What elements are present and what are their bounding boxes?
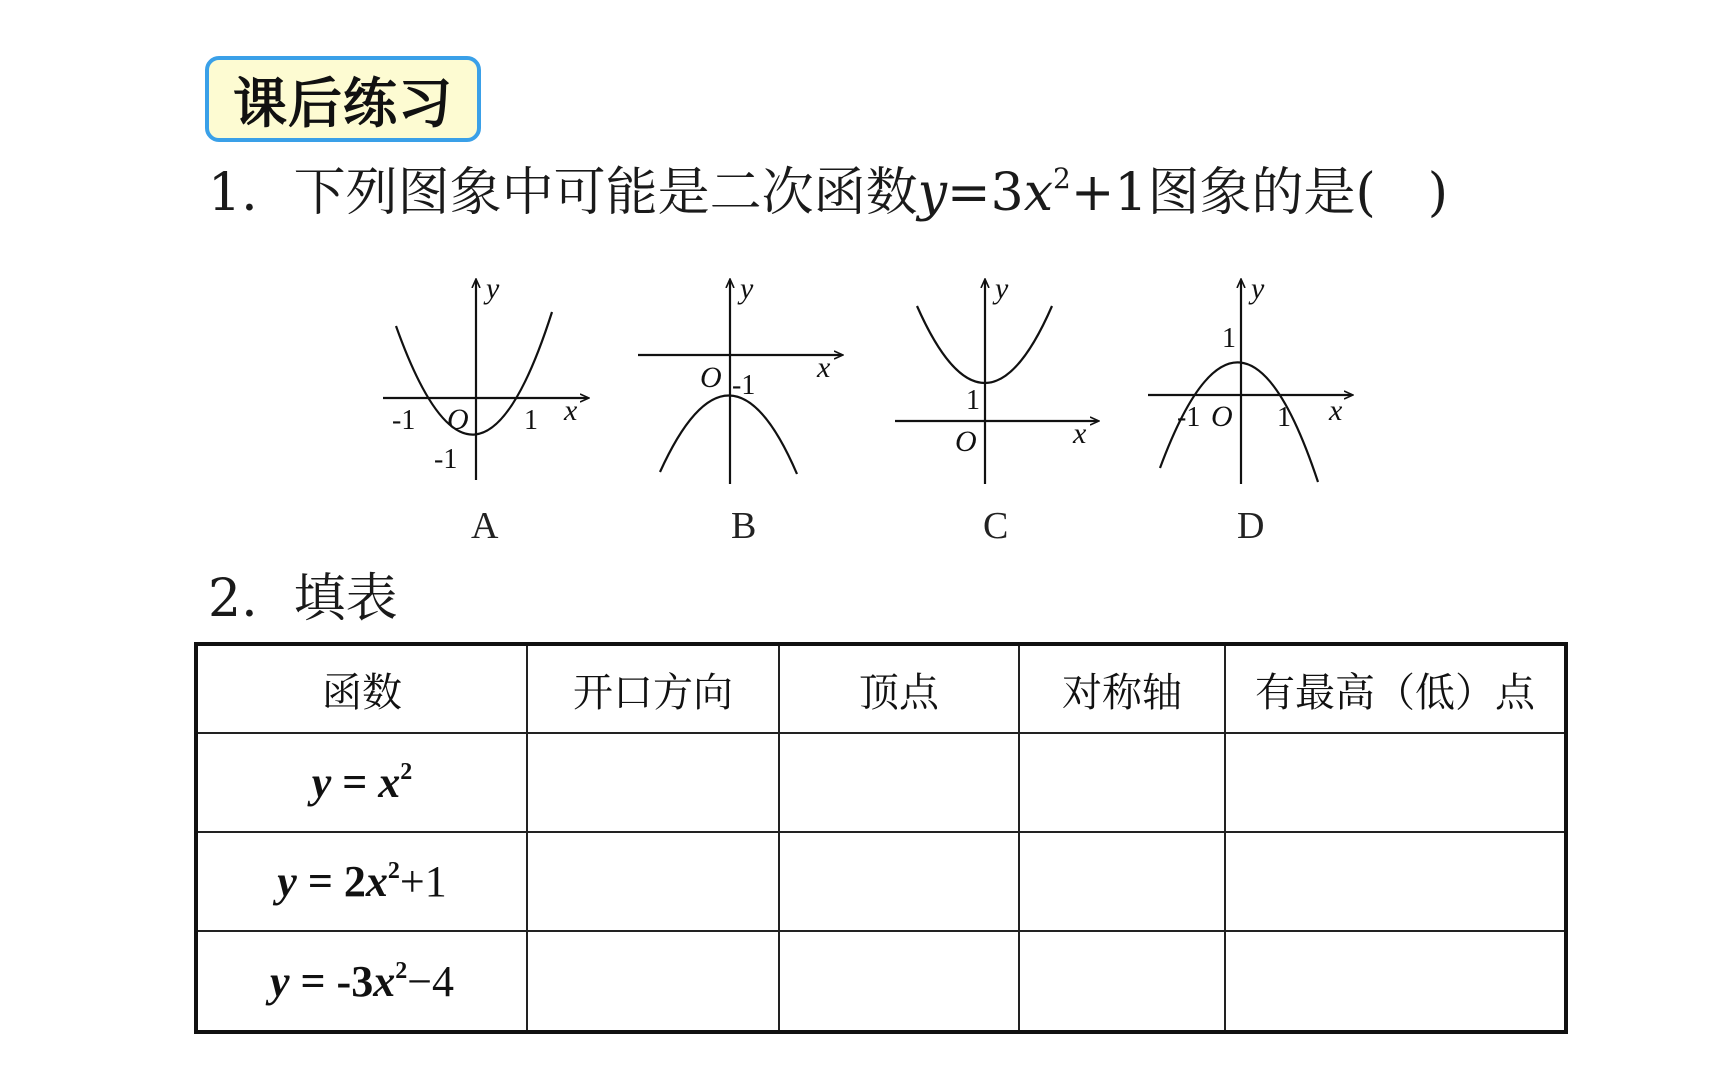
answer-cell-vertex[interactable] xyxy=(779,733,1019,832)
graph-b-origin: O xyxy=(700,361,722,394)
graph-a xyxy=(383,272,588,547)
graph-b-parabola xyxy=(660,395,797,474)
graph-c-origin: O xyxy=(955,425,977,458)
fn-x: x xyxy=(365,857,388,907)
graph-b-tick-neg1: -1 xyxy=(732,370,756,401)
answer-cell-direction[interactable] xyxy=(527,931,779,1032)
fn-y: y xyxy=(269,956,290,1006)
question-1-func-exp: 2 xyxy=(1053,162,1071,195)
fn-exp: 2 xyxy=(395,957,408,984)
table-row xyxy=(196,832,1566,931)
answer-cell-extreme[interactable] xyxy=(1225,931,1566,1032)
graph-d-label: D xyxy=(1237,505,1265,547)
question-2 xyxy=(208,556,398,631)
fn-eq: = -3 xyxy=(289,956,374,1006)
question-1-func-y: y xyxy=(917,163,948,223)
table-header-row xyxy=(196,644,1566,733)
graph-d-tick-y1: 1 xyxy=(1222,323,1236,354)
fn-x: x xyxy=(373,956,396,1006)
question-1-func-x: x xyxy=(1023,163,1054,223)
graph-c-tick-1: 1 xyxy=(966,385,980,416)
answer-cell-extreme[interactable] xyxy=(1225,733,1566,832)
graph-a-tick-1: 1 xyxy=(524,405,538,436)
graph-a-y-label: y xyxy=(486,272,500,305)
question-1-text-before: 下列图象中可能是二次函数 xyxy=(293,163,918,223)
graph-d-tick-neg1: -1 xyxy=(1177,402,1201,433)
function-cell xyxy=(196,931,527,1032)
fn-y: y xyxy=(277,857,297,907)
answer-cell-axis[interactable] xyxy=(1019,832,1225,931)
answer-cell-axis[interactable] xyxy=(1019,931,1225,1032)
answer-cell-direction[interactable] xyxy=(527,733,779,832)
graph-d xyxy=(1148,272,1352,547)
graph-d-tick-1: 1 xyxy=(1277,402,1291,433)
question-1-func-eq: =3 xyxy=(947,163,1024,223)
question-1-func-tail: +1 xyxy=(1070,163,1148,223)
question-2-number: 2. xyxy=(208,569,258,629)
graph-b-x-label: x xyxy=(817,351,831,384)
header-max-min-point: 有最高（低）点 xyxy=(1225,644,1566,733)
graph-a-origin: O xyxy=(447,403,469,436)
header-vertex: 顶点 xyxy=(779,644,1019,733)
answer-cell-vertex[interactable] xyxy=(779,832,1019,931)
question-2-text: 填表 xyxy=(293,569,398,629)
graph-a-x-label: x xyxy=(564,394,578,427)
graph-c-label: C xyxy=(983,505,1009,547)
fill-in-table xyxy=(194,642,1568,1034)
header-axis-of-symmetry: 对称轴 xyxy=(1019,644,1225,733)
graph-a-tick-y-neg1: -1 xyxy=(434,444,458,475)
graph-a-tick-neg1: -1 xyxy=(392,405,416,436)
answer-cell-direction[interactable] xyxy=(527,832,779,931)
graph-c-x-label: x xyxy=(1073,417,1087,450)
function-cell xyxy=(196,733,527,832)
graph-b-label: B xyxy=(731,505,757,547)
table-row xyxy=(196,931,1566,1032)
graph-c-y-label: y xyxy=(995,272,1009,305)
question-1-text-after: 图象的是( xyxy=(1147,163,1376,223)
graph-c xyxy=(895,272,1098,547)
header-opening-direction: 开口方向 xyxy=(527,644,779,733)
fn-y: y xyxy=(311,758,332,808)
question-1-paren-close: ) xyxy=(1427,163,1449,223)
fn-tail: −4 xyxy=(407,956,455,1006)
question-1-number: 1. xyxy=(208,163,258,223)
header-function: 函数 xyxy=(196,644,527,733)
section-badge-label: 课后练习 xyxy=(233,71,453,135)
answer-cell-vertex[interactable] xyxy=(779,931,1019,1032)
function-cell xyxy=(196,832,527,931)
fn-x: x xyxy=(378,758,401,808)
fn-eq: = 2 xyxy=(296,857,366,907)
graph-d-y-label: y xyxy=(1251,272,1265,305)
answer-cell-axis[interactable] xyxy=(1019,733,1225,832)
graph-b-y-label: y xyxy=(740,272,754,305)
graph-d-x-label: x xyxy=(1329,394,1343,427)
graph-b xyxy=(638,272,842,547)
table-row xyxy=(196,733,1566,832)
fn-exp: 2 xyxy=(400,759,413,786)
graph-d-origin: O xyxy=(1211,400,1233,433)
fn-eq: = xyxy=(331,758,379,808)
graph-a-label: A xyxy=(471,505,499,547)
answer-cell-extreme[interactable] xyxy=(1225,832,1566,931)
fn-exp: 2 xyxy=(387,858,400,885)
fn-tail: +1 xyxy=(399,857,447,907)
